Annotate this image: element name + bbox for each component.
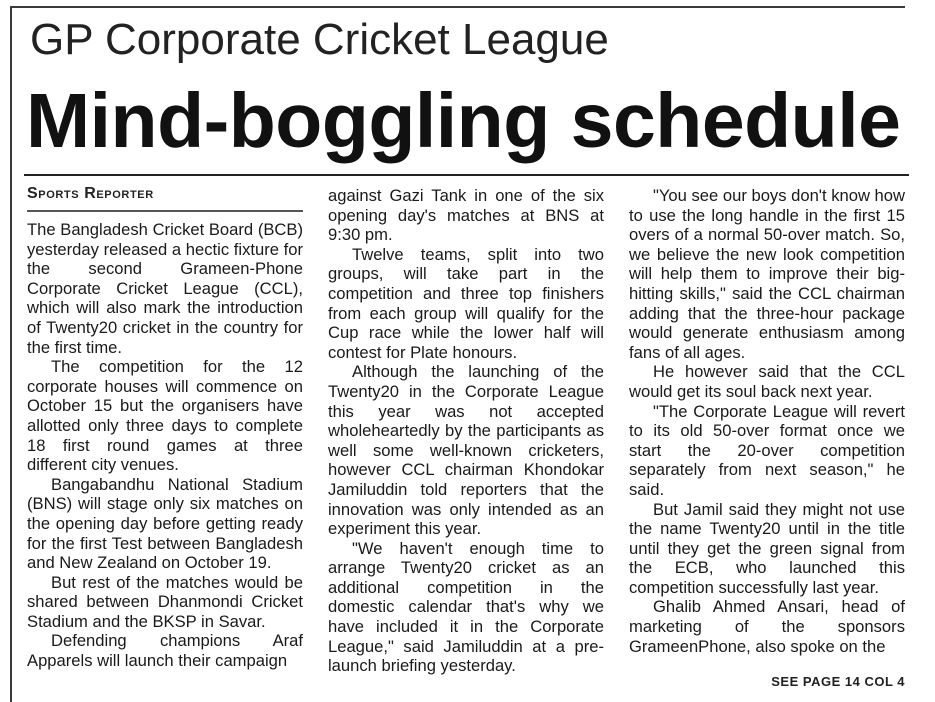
paragraph: But Jamil said they might not use the name Twenty20 until in the title until they get the green signal from the ECB, who launched this competition successfully last year. — [629, 499, 905, 597]
article-column-3 — [629, 186, 905, 656]
byline: Sports Reporter — [27, 185, 154, 202]
paragraph: Defending champions Araf Apparels will launch their campaign — [27, 631, 303, 671]
article-column-2 — [328, 186, 604, 676]
article-column-1 — [27, 220, 303, 671]
paragraph: But rest of the matches would be shared between Dhanmondi Cricket Stadium and the BKSP in Savar. — [27, 572, 303, 631]
page-frame-left-rule — [10, 6, 12, 702]
paragraph: Bangabandhu National Stadium (BNS) will stage only six matches on the opening day before getting ready for the first Test between Bangladesh and New Zealand on October 19. — [27, 474, 303, 573]
continuation-jump-line: SEE PAGE 14 COL 4 — [771, 674, 905, 689]
paragraph: He however said that the CCL would get its soul back next year. — [629, 362, 905, 401]
paragraph: "We haven't enough time to arrange Twenty20 cricket as an additional competition in the domestic calendar that's why we have included it in the Corporate League," said Jamiluddin at a pre-launch briefing yesterday. — [328, 538, 604, 676]
paragraph: "You see our boys don't know how to use the long handle in the first 15 overs of a normal 50-over match. So, we believe the new look competition will help them to improve their big-hitting skills," said the CCL chairman adding that the three-hour package would generate enthusiasm among fans of all ages. — [629, 186, 905, 362]
paragraph: The Bangladesh Cricket Board (BCB) yesterday released a hectic fixture for the second Grameen-Phone Corporate Cricket League (CCL), which will also mark the introduction of Twenty20 cricket in the country for the first time. — [27, 220, 303, 357]
paragraph: Although the launching of the Twenty20 in the Corporate League this year was not accepted wholeheartedly by the participants as well some well-known cricketers, however CCL chairman Khondokar Jamiluddin told reporters that the innovation was only intended as an experiment this year. — [328, 362, 604, 539]
paragraph: "The Corporate League will revert to its old 50-over format once we start the 20-over competition separately from next season," he said. — [629, 401, 905, 499]
headline-rule — [24, 174, 909, 176]
paragraph: against Gazi Tank in one of the six opening day's matches at BNS at 9:30 pm. — [328, 186, 604, 245]
page-frame-top-rule — [10, 6, 905, 8]
paragraph: The competition for the 12 corporate houses will commence on October 15 but the organisers have allotted only three days to complete 18 first round games at three different city venues. — [27, 357, 303, 475]
byline-rule — [27, 210, 303, 212]
paragraph: Twelve teams, split into two groups, will take part in the competition and three top finishers from each group will qualify for the Cup race while the lower half will contest for Plate honours. — [328, 244, 604, 362]
headline: Mind-boggling schedule — [26, 78, 901, 164]
paragraph: Ghalib Ahmed Ansari, head of marketing of the sponsors GrameenPhone, also spoke on the — [629, 597, 905, 656]
kicker-heading: GP Corporate Cricket League — [30, 15, 609, 64]
